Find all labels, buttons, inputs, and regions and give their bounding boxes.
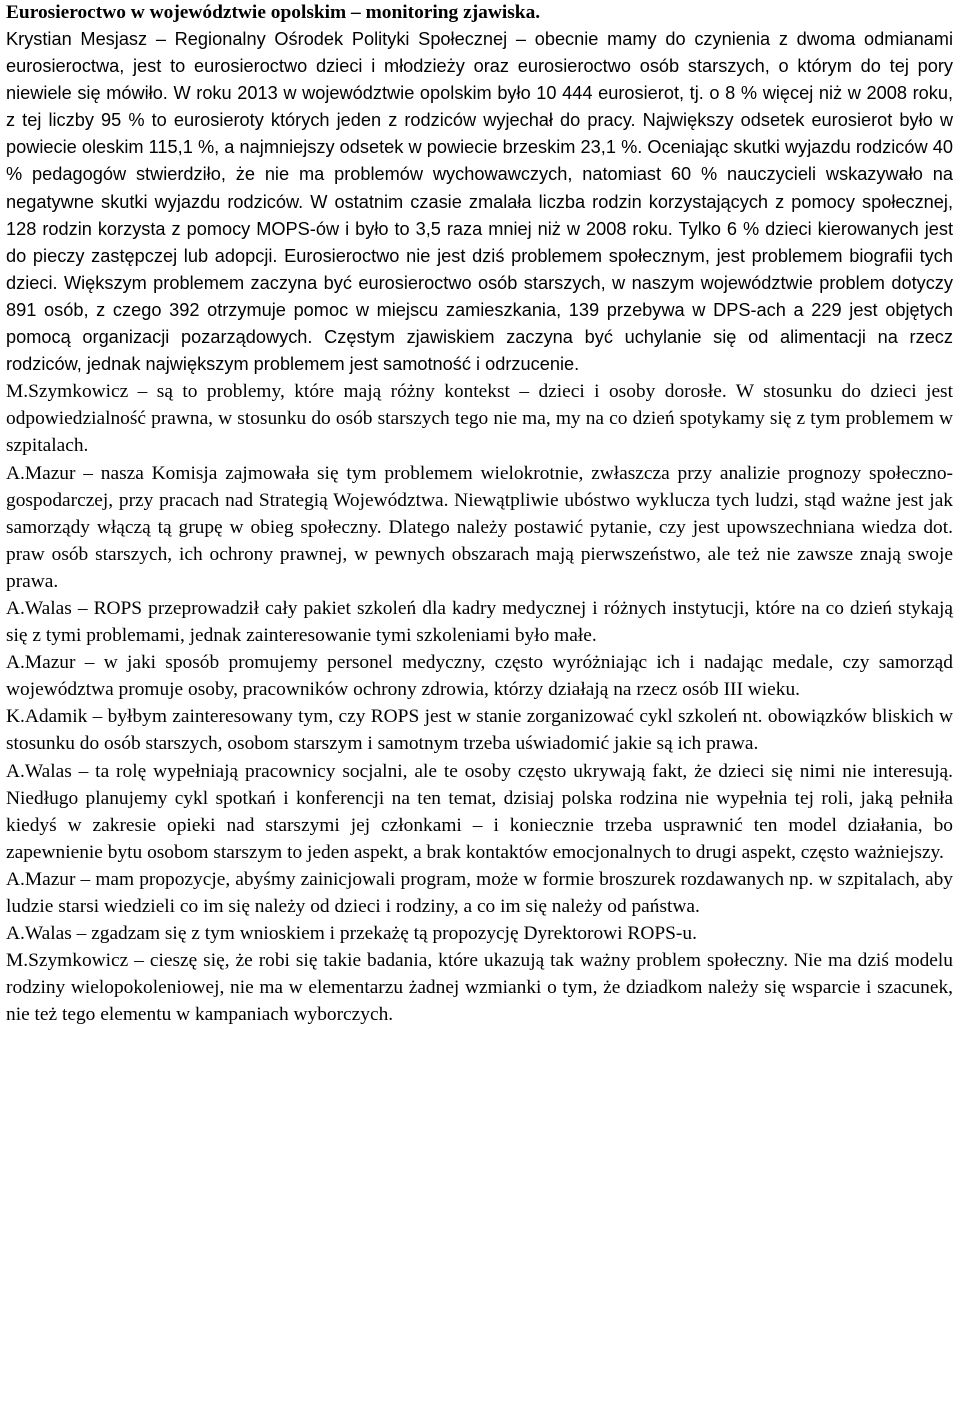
paragraph-walas-2: A.Walas – ta rolę wypełniają pracownicy socjalni, ale te osoby często ukrywają fakt, że dzieci się nimi nie interesują. Niedługo planujemy cykl spotkań i konferencji na ten temat, dzisiaj polska rodzina nie wypełnia tej roli, jaką pełniła kiedyś w zakresie opieki nad starszymi jej członkami – i koniecznie trzeba usprawnić ten model działania, bo zapewnienie bytu osobom starszym to jeden aspekt, a brak kontaktów emocjonalnych to drugi aspekt, często ważniejszy. (6, 760, 953, 863)
paragraph-szymkowicz-2: M.Szymkowicz – cieszę się, że robi się takie badania, które ukazują tak ważny problem społeczny. Nie ma dziś modelu rodziny wielopokoleniowej, nie ma w elementarzu żadnej wzmianki o tym, że dziadkom należy się wsparcie i szacunek, nie też tego elementu w kampaniach wyborczych. (6, 950, 953, 1026)
paragraph-szymkowicz-1: M.Szymkowicz – są to problemy, które mają różny kontekst – dzieci i osoby dorosłe. W stosunku do dzieci jest odpowiedzialność prawna, w stosunku do osób starszych tego nie ma, my na co dzień spotykamy się z tym problemem w szpitalach. (6, 381, 953, 457)
paragraph-mesjasz-report: Krystian Mesjasz – Regionalny Ośrodek Polityki Społecznej – obecnie mamy do czynienia z dwoma odmianami eurosieroctwa, jest to eurosieroctwo dzieci i młodzieży oraz eurosieroctwo osób starszych, o którym do tej pory niewiele się mówiło. W roku 2013 w województwie opolskim było 10 444 eurosierot, tj. o 8 % więcej niż w 2008 roku, z tej liczby 95 % to eurosieroty których jeden z rodziców wyjechał do pracy. Największy odsetek eurosierot było w powiecie oleskim 115,1 %, a najmniejszy odsetek w powiecie brzeskim 23,1 %. Oceniając skutki wyjazdu rodziców 40 % pedagogów stwierdziło, że nie ma problemów wychowawczych, natomiast 60 % nauczycieli wskazywało na negatywne skutki wyjazdu rodziców. W ostatnim czasie zmalała liczba rodzin korzystających z pomocy społecznej, 128 rodzin korzysta z pomocy MOPS-ów i było to 3,5 raza mniej niż w 2008 roku. Tylko 6 % dzieci kierowanych jest do pieczy zastępczej lub adopcji. Eurosieroctwo nie jest dziś problemem społecznym, jest problemem biografii tych dzieci. Większym problemem zaczyna być eurosieroctwo osób starszych, w naszym województwie problem dotyczy 891 osób, z czego 392 otrzymuje pomoc w miejscu zamieszkania, 139 przebywa w DPS-ach a 229 jest objętych pomocą organizacji pozarządowych. Częstym zjawiskiem zaczyna być uchylanie się od alimentacji na rzecz rodziców, jednak największym problemem jest samotność i odrzucenie. (6, 29, 953, 375)
paragraph-mazur-3: A.Mazur – mam propozycje, abyśmy zainicjowali program, może w formie broszurek rozdawanych np. w szpitalach, aby ludzie starsi wiedzieli co im się należy od dzieci i rodziny, a co im się należy od państwa. (6, 868, 953, 917)
paragraph-adamik-1: K.Adamik – byłbym zainteresowany tym, czy ROPS jest w stanie zorganizować cykl szkoleń nt. obowiązków bliskich w stosunku do osób starszych, osobom starszym i samotnym trzeba uświadomić jakie są ich prawa. (6, 706, 953, 755)
paragraph-mazur-2: A.Mazur – w jaki sposób promujemy personel medyczny, często wyróżniając ich i nadając medale, czy samorząd województwa promuje osoby, pracowników ochrony zdrowia, którzy działają na rzecz osób III wieku. (6, 652, 953, 701)
paragraph-mazur-1: A.Mazur – nasza Komisja zajmowała się tym problemem wielokrotnie, zwłaszcza przy analizie prognozy społeczno-gospodarczej, przy pracach nad Strategią Województwa. Niewątpliwie ubóstwo wyklucza tych ludzi, stąd ważne jest jak samorządy włączą tą grupę w obieg społeczny. Dlatego należy postawić pytanie, czy jest upowszechniana wiedza dot. praw osób starszych, ich ochrony prawnej, w pewnych obszarach mają pierwszeństwo, ale też nie zawsze znają swoje prawa. (6, 462, 953, 592)
paragraph-walas-3: A.Walas – zgadzam się z tym wnioskiem i przekażę tą propozycję Dyrektorowi ROPS-u. (6, 923, 697, 945)
document-title: Eurosieroctwo w województwie opolskim – monitoring zjawiska. (6, 2, 541, 23)
paragraph-walas-1: A.Walas – ROPS przeprowadził cały pakiet szkoleń dla kadry medycznej i różnych instytucji, które na co dzień stykają się z tymi problemami, jednak zainteresowanie tymi szkoleniami było małe. (6, 597, 953, 647)
